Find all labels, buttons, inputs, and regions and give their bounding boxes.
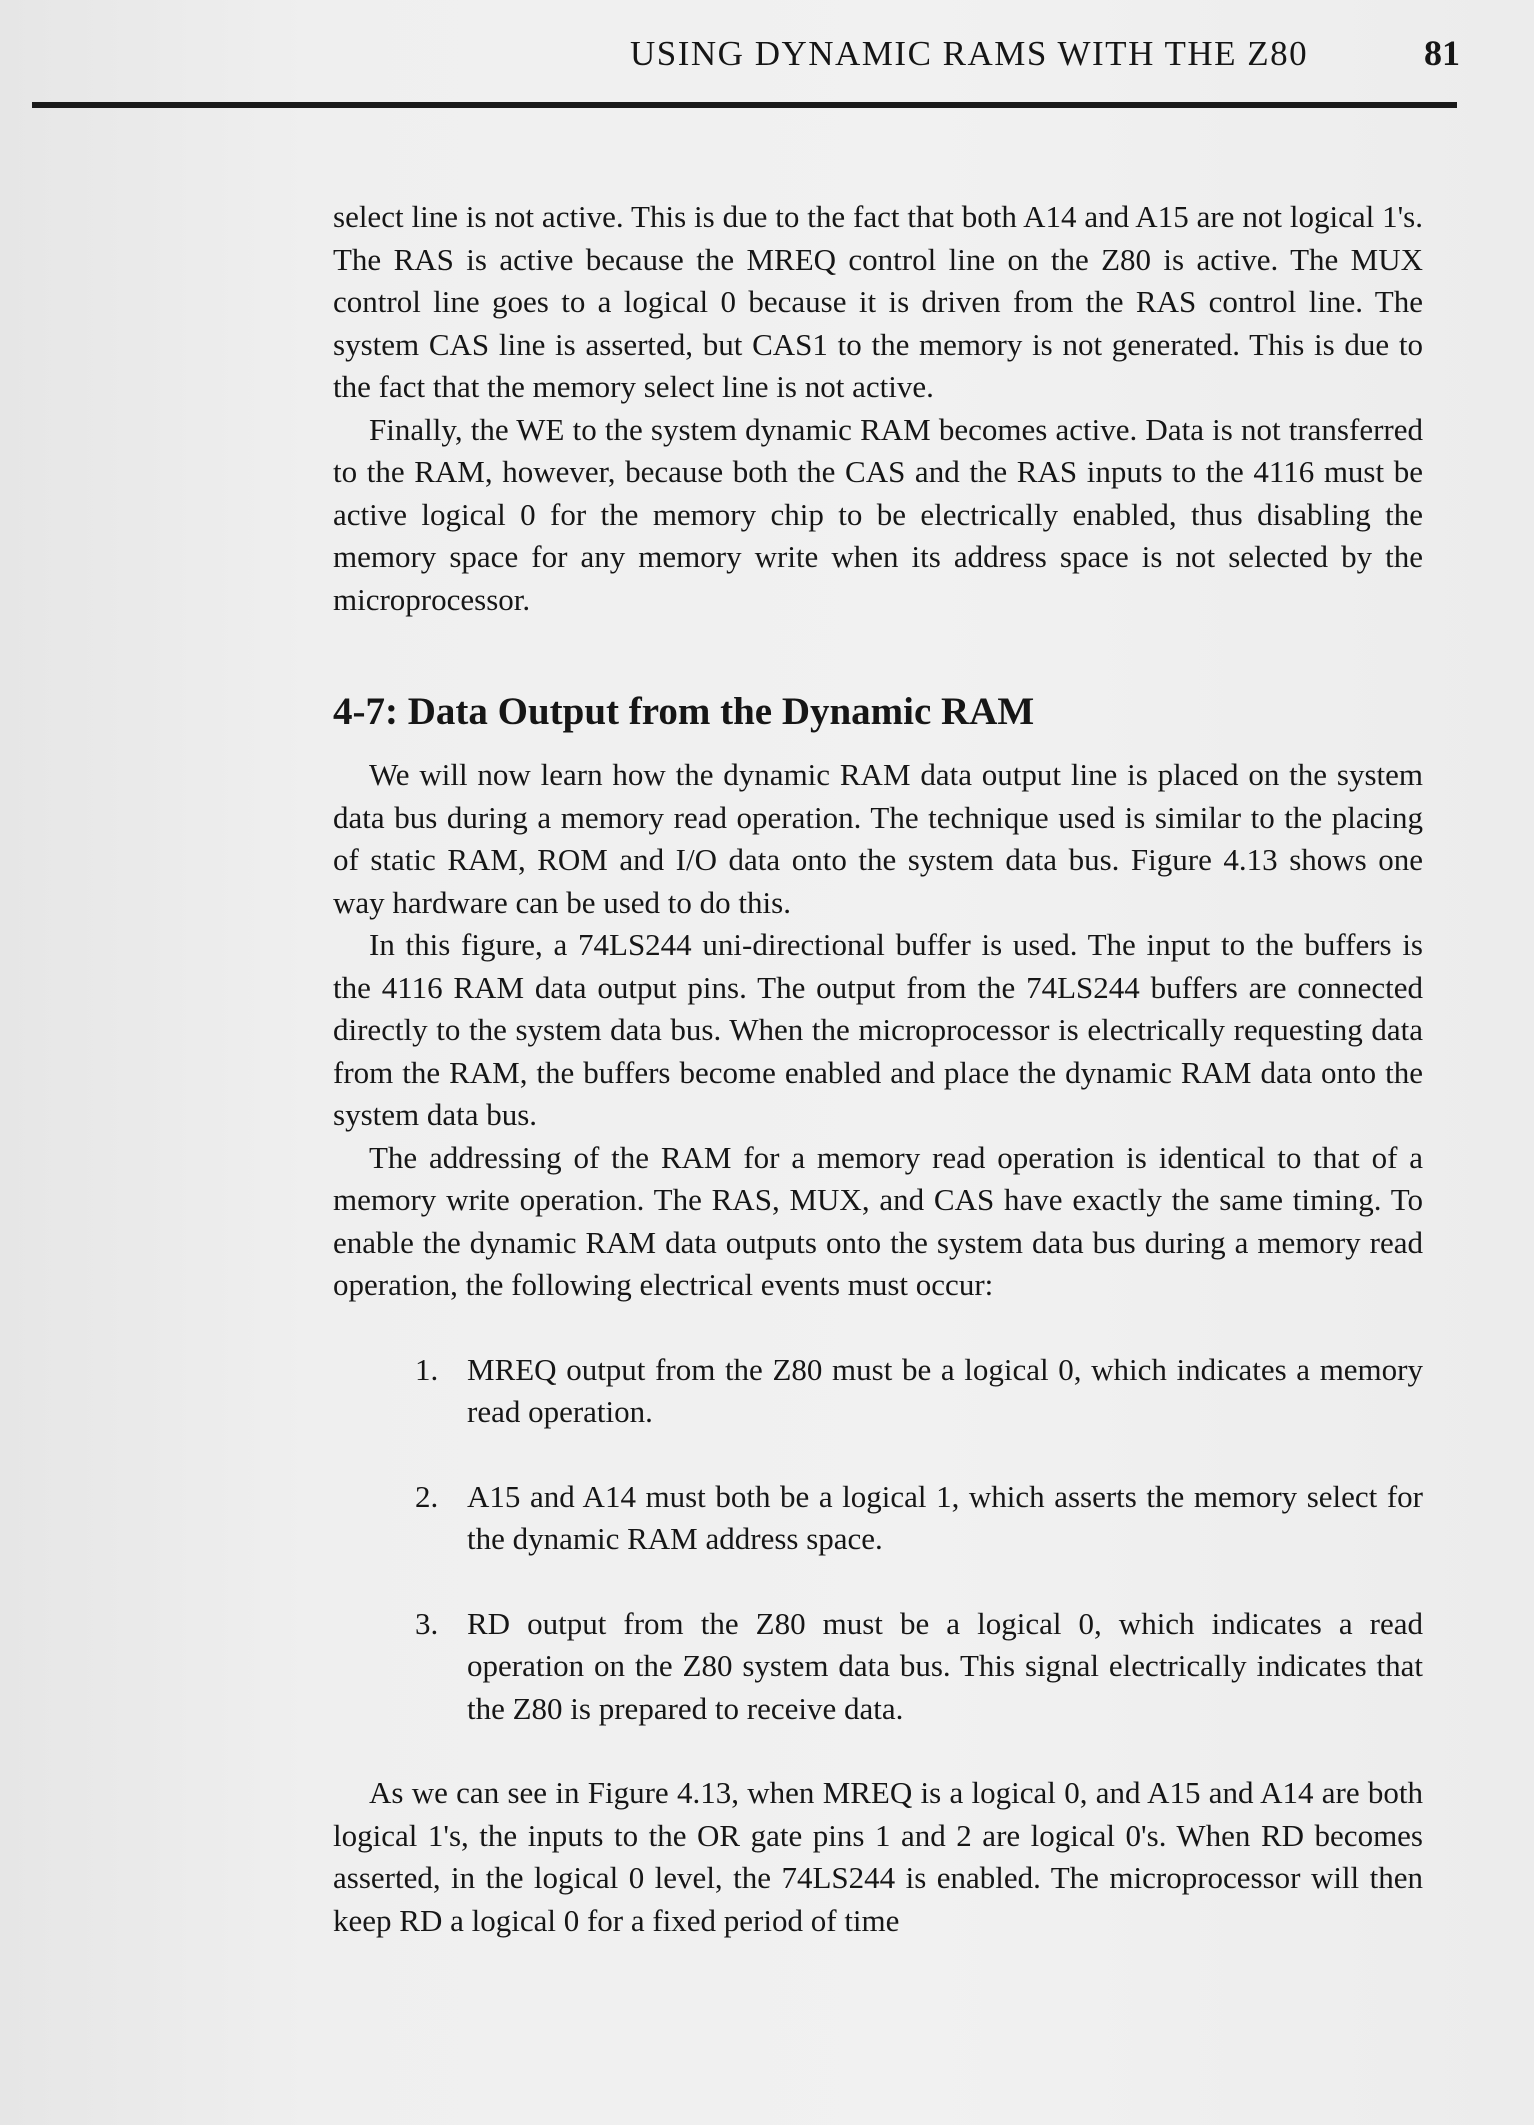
paragraph-continued: select line is not active. This is due to the fact that both A14 and A15 are not logical 1's. The RAS is active because the MREQ control line on the Z80 is active. The MUX control line goes to a logical 0 because it is driven from the RAS control line. The system CAS line is asserted, but CAS1 to the memory is not generated. This is due to the fact that the memory select line is not active. bbox=[333, 199, 1423, 404]
paragraph-buffer: In this figure, a 74LS244 uni-directional buffer is used. The input to the buffers is the 4116 RAM data output pins. The output from the 74LS244 buffers are connected directly to the system data bus. When the microprocessor is electrically requesting data from the RAM, the buffers become enabled and place the dynamic RAM data onto the system data bus. bbox=[333, 927, 1423, 1132]
list-marker: 1. bbox=[415, 1351, 439, 1387]
list-item bbox=[333, 1349, 1423, 1434]
list-marker: 2. bbox=[415, 1478, 439, 1514]
list-item-text: A15 and A14 must both be a logical 1, which asserts the memory select for the dynamic RAM address space. bbox=[467, 1478, 1423, 1556]
section-heading: 4-7: Data Output from the Dynamic RAM bbox=[333, 690, 1035, 733]
running-header-title: USING DYNAMIC RAMS WITH THE Z80 bbox=[630, 34, 1309, 73]
numbered-list bbox=[333, 1349, 1423, 1731]
list-marker: 3. bbox=[415, 1605, 439, 1641]
page-body bbox=[333, 196, 1423, 1942]
paragraph-closing: As we can see in Figure 4.13, when MREQ is a logical 0, and A15 and A14 are both logical 1's, the inputs to the OR gate pins 1 and 2 are logical 0's. When RD becomes asserted, in the logical 0 level, the 74LS244 is enabled. The microprocessor will then keep RD a logical 0 for a fixed period of time bbox=[333, 1775, 1423, 1938]
list-item bbox=[333, 1603, 1423, 1731]
header-rule bbox=[32, 102, 1457, 108]
paragraph-write-disable: Finally, the WE to the system dynamic RAM becomes active. Data is not transferred to the RAM, however, because both the CAS and the RAS inputs to the 4116 must be active logical 0 for the memory chip to be electrically enabled, thus disabling the memory space for any memory write when its address space is not selected by the microprocessor. bbox=[333, 411, 1423, 617]
list-item bbox=[333, 1476, 1423, 1561]
paragraph-addressing: The addressing of the RAM for a memory read operation is identical to that of a memory write operation. The RAS, MUX, and CAS have exactly the same timing. To enable the dynamic RAM data outputs onto the system data bus during a memory read operation, the following electrical events must occur: bbox=[333, 1139, 1423, 1302]
list-item-text: MREQ output from the Z80 must be a logical 0, which indicates a memory read operation. bbox=[467, 1351, 1423, 1429]
running-header bbox=[630, 30, 1460, 80]
paragraph-intro: We will now learn how the dynamic RAM data output line is placed on the system data bus during a memory read operation. The technique used is similar to the placing of static RAM, ROM and I/O data onto the system data bus. Figure 4.13 shows one way hardware can be used to do this. bbox=[333, 757, 1423, 920]
page-number: 81 bbox=[1424, 33, 1460, 73]
list-item-text: RD output from the Z80 must be a logical 0, which indicates a read operation on the Z80 system data bus. This signal electrically indicates that the Z80 is prepared to receive data. bbox=[467, 1605, 1423, 1726]
